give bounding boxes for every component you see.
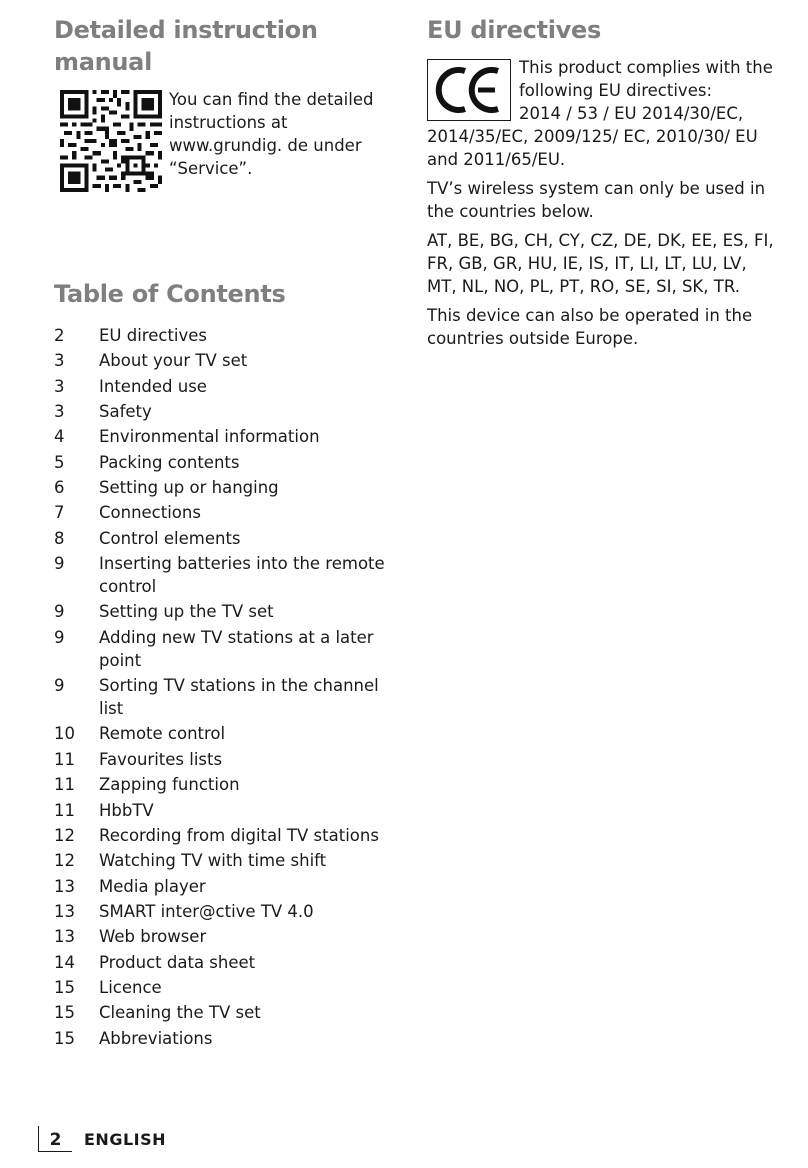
toc-label: Product data sheet: [99, 952, 256, 972]
toc-item: [54, 824, 404, 847]
toc-label: Media player: [99, 876, 206, 896]
countries-list: AT, BE, BG, CH, CY, CZ, DE, DK, EE, ES, FI, FR, GB, GR, HU, IE, IS, IT, LI, LT, LU, LV, MT, NL, NO, PL, PT, RO, SE, SI, SK, TR.: [427, 231, 774, 296]
eu-intro: This product complies with the following EU directives:: [519, 58, 773, 100]
toc-page-number: 12: [54, 851, 75, 871]
toc-page-number: 9: [54, 554, 65, 574]
toc-item: [54, 849, 404, 872]
qr-instructions-text: You can find the detailed instructions at www.grundig. de under “Service”.: [169, 90, 374, 178]
toc-item: [54, 674, 404, 720]
toc-item: [54, 925, 404, 948]
toc-label: Favourites lists: [99, 749, 223, 769]
ce-block: [427, 56, 777, 350]
toc-label: EU directives: [99, 326, 208, 345]
wireless-note: TV’s wireless system can only be used in the countries below.: [427, 179, 766, 221]
toc-item: [54, 501, 404, 524]
toc-page-number: 3: [54, 402, 65, 422]
toc-label: Setting up or hanging: [99, 478, 279, 498]
toc-item: [54, 552, 404, 598]
toc-page-number: 11: [54, 749, 75, 769]
toc-item: [54, 324, 404, 347]
toc-page-number: 14: [54, 952, 75, 972]
toc-label: Licence: [99, 977, 162, 997]
eu-directives-list: 2014 / 53 / EU 2014/30/EC, 2014/35/EC, 2009/125/ EC, 2010/30/ EU and 2011/65/EU.: [427, 104, 758, 169]
toc-label: Cleaning the TV set: [99, 1003, 261, 1023]
toc-item: [54, 349, 404, 372]
toc-label: Packing contents: [99, 452, 240, 472]
toc-label: Connections: [99, 503, 201, 523]
qr-block: [54, 88, 404, 198]
toc-page-number: 15: [54, 1003, 75, 1023]
toc-label: Sorting TV stations in the channel list: [99, 676, 379, 719]
toc-page-number: 13: [54, 927, 75, 947]
ce-mark-graphic: [432, 63, 506, 117]
toc-page-number: 13: [54, 901, 75, 921]
right-column: [427, 14, 777, 356]
toc-page-number: 4: [54, 427, 65, 447]
toc-label: Web browser: [99, 927, 207, 947]
toc-item: [54, 375, 404, 398]
toc-label: Safety: [99, 402, 152, 422]
toc-label: Control elements: [99, 528, 241, 548]
toc-item: [54, 476, 404, 499]
toc-item: [54, 722, 404, 745]
toc-page-number: 9: [54, 627, 65, 647]
toc-item: [54, 773, 404, 796]
toc-title: Table of Contents: [54, 280, 286, 308]
toc-page-number: 7: [54, 503, 65, 523]
page-footer: [38, 1124, 166, 1152]
toc-item: [54, 1027, 404, 1050]
toc-label: Adding new TV stations at a later point: [99, 627, 374, 670]
toc-page-number: 5: [54, 452, 65, 472]
toc-item: [54, 451, 404, 474]
toc-label: HbbTV: [99, 800, 154, 820]
toc-item: [54, 626, 404, 672]
toc-item: [54, 900, 404, 923]
toc-label: Intended use: [99, 376, 207, 396]
toc-page-number: 10: [54, 724, 75, 744]
toc-label: Environmental information: [99, 427, 320, 447]
toc-page-number: 3: [54, 376, 65, 396]
toc-item: [54, 1001, 404, 1024]
toc-page-number: 13: [54, 876, 75, 896]
language-label: ENGLISH: [84, 1130, 167, 1149]
toc-label: SMART inter@ctive TV 4.0: [99, 901, 314, 921]
toc-item: [54, 976, 404, 999]
toc-page-number: 3: [54, 351, 65, 371]
toc-page-number: 8: [54, 528, 65, 548]
left-column: [54, 14, 404, 198]
toc-item: [54, 600, 404, 623]
toc-page-number: 11: [54, 800, 75, 820]
toc-item: [54, 400, 404, 423]
page-number-box: [38, 1126, 72, 1152]
toc-item: [54, 875, 404, 898]
toc-page-number: 9: [54, 676, 65, 696]
toc-item: [54, 748, 404, 771]
toc-page-number: 15: [54, 1028, 75, 1048]
toc-page-number: 2: [54, 326, 65, 345]
toc-page-number: 12: [54, 825, 75, 845]
toc-page-number: 15: [54, 977, 75, 997]
qr-code-icon: [60, 90, 162, 192]
toc-item: [54, 425, 404, 448]
page-number: 2: [49, 1130, 62, 1150]
toc-label: Watching TV with time shift: [99, 851, 327, 871]
toc-label: Abbreviations: [99, 1028, 213, 1048]
toc-page-number: 6: [54, 478, 65, 498]
eu-directives-title: EU directives: [427, 16, 601, 44]
outside-europe-note: This device can also be operated in the countries outside Europe.: [427, 306, 753, 348]
toc-label: About your TV set: [99, 351, 248, 371]
toc-label: Inserting batteries into the remote control: [99, 554, 385, 597]
toc-item: [54, 799, 404, 822]
toc-page-number: 11: [54, 775, 75, 795]
toc-page-number: 9: [54, 602, 65, 622]
toc-label: Setting up the TV set: [99, 602, 274, 622]
ce-mark-icon: [427, 59, 511, 121]
toc-item: [54, 951, 404, 974]
toc-label: Recording from digital TV stations: [99, 825, 379, 845]
toc-list: [54, 324, 404, 1052]
toc-item: [54, 527, 404, 550]
manual-title: Detailed instruction manual: [54, 16, 318, 76]
toc-label: Zapping function: [99, 775, 240, 795]
toc-label: Remote control: [99, 724, 226, 744]
